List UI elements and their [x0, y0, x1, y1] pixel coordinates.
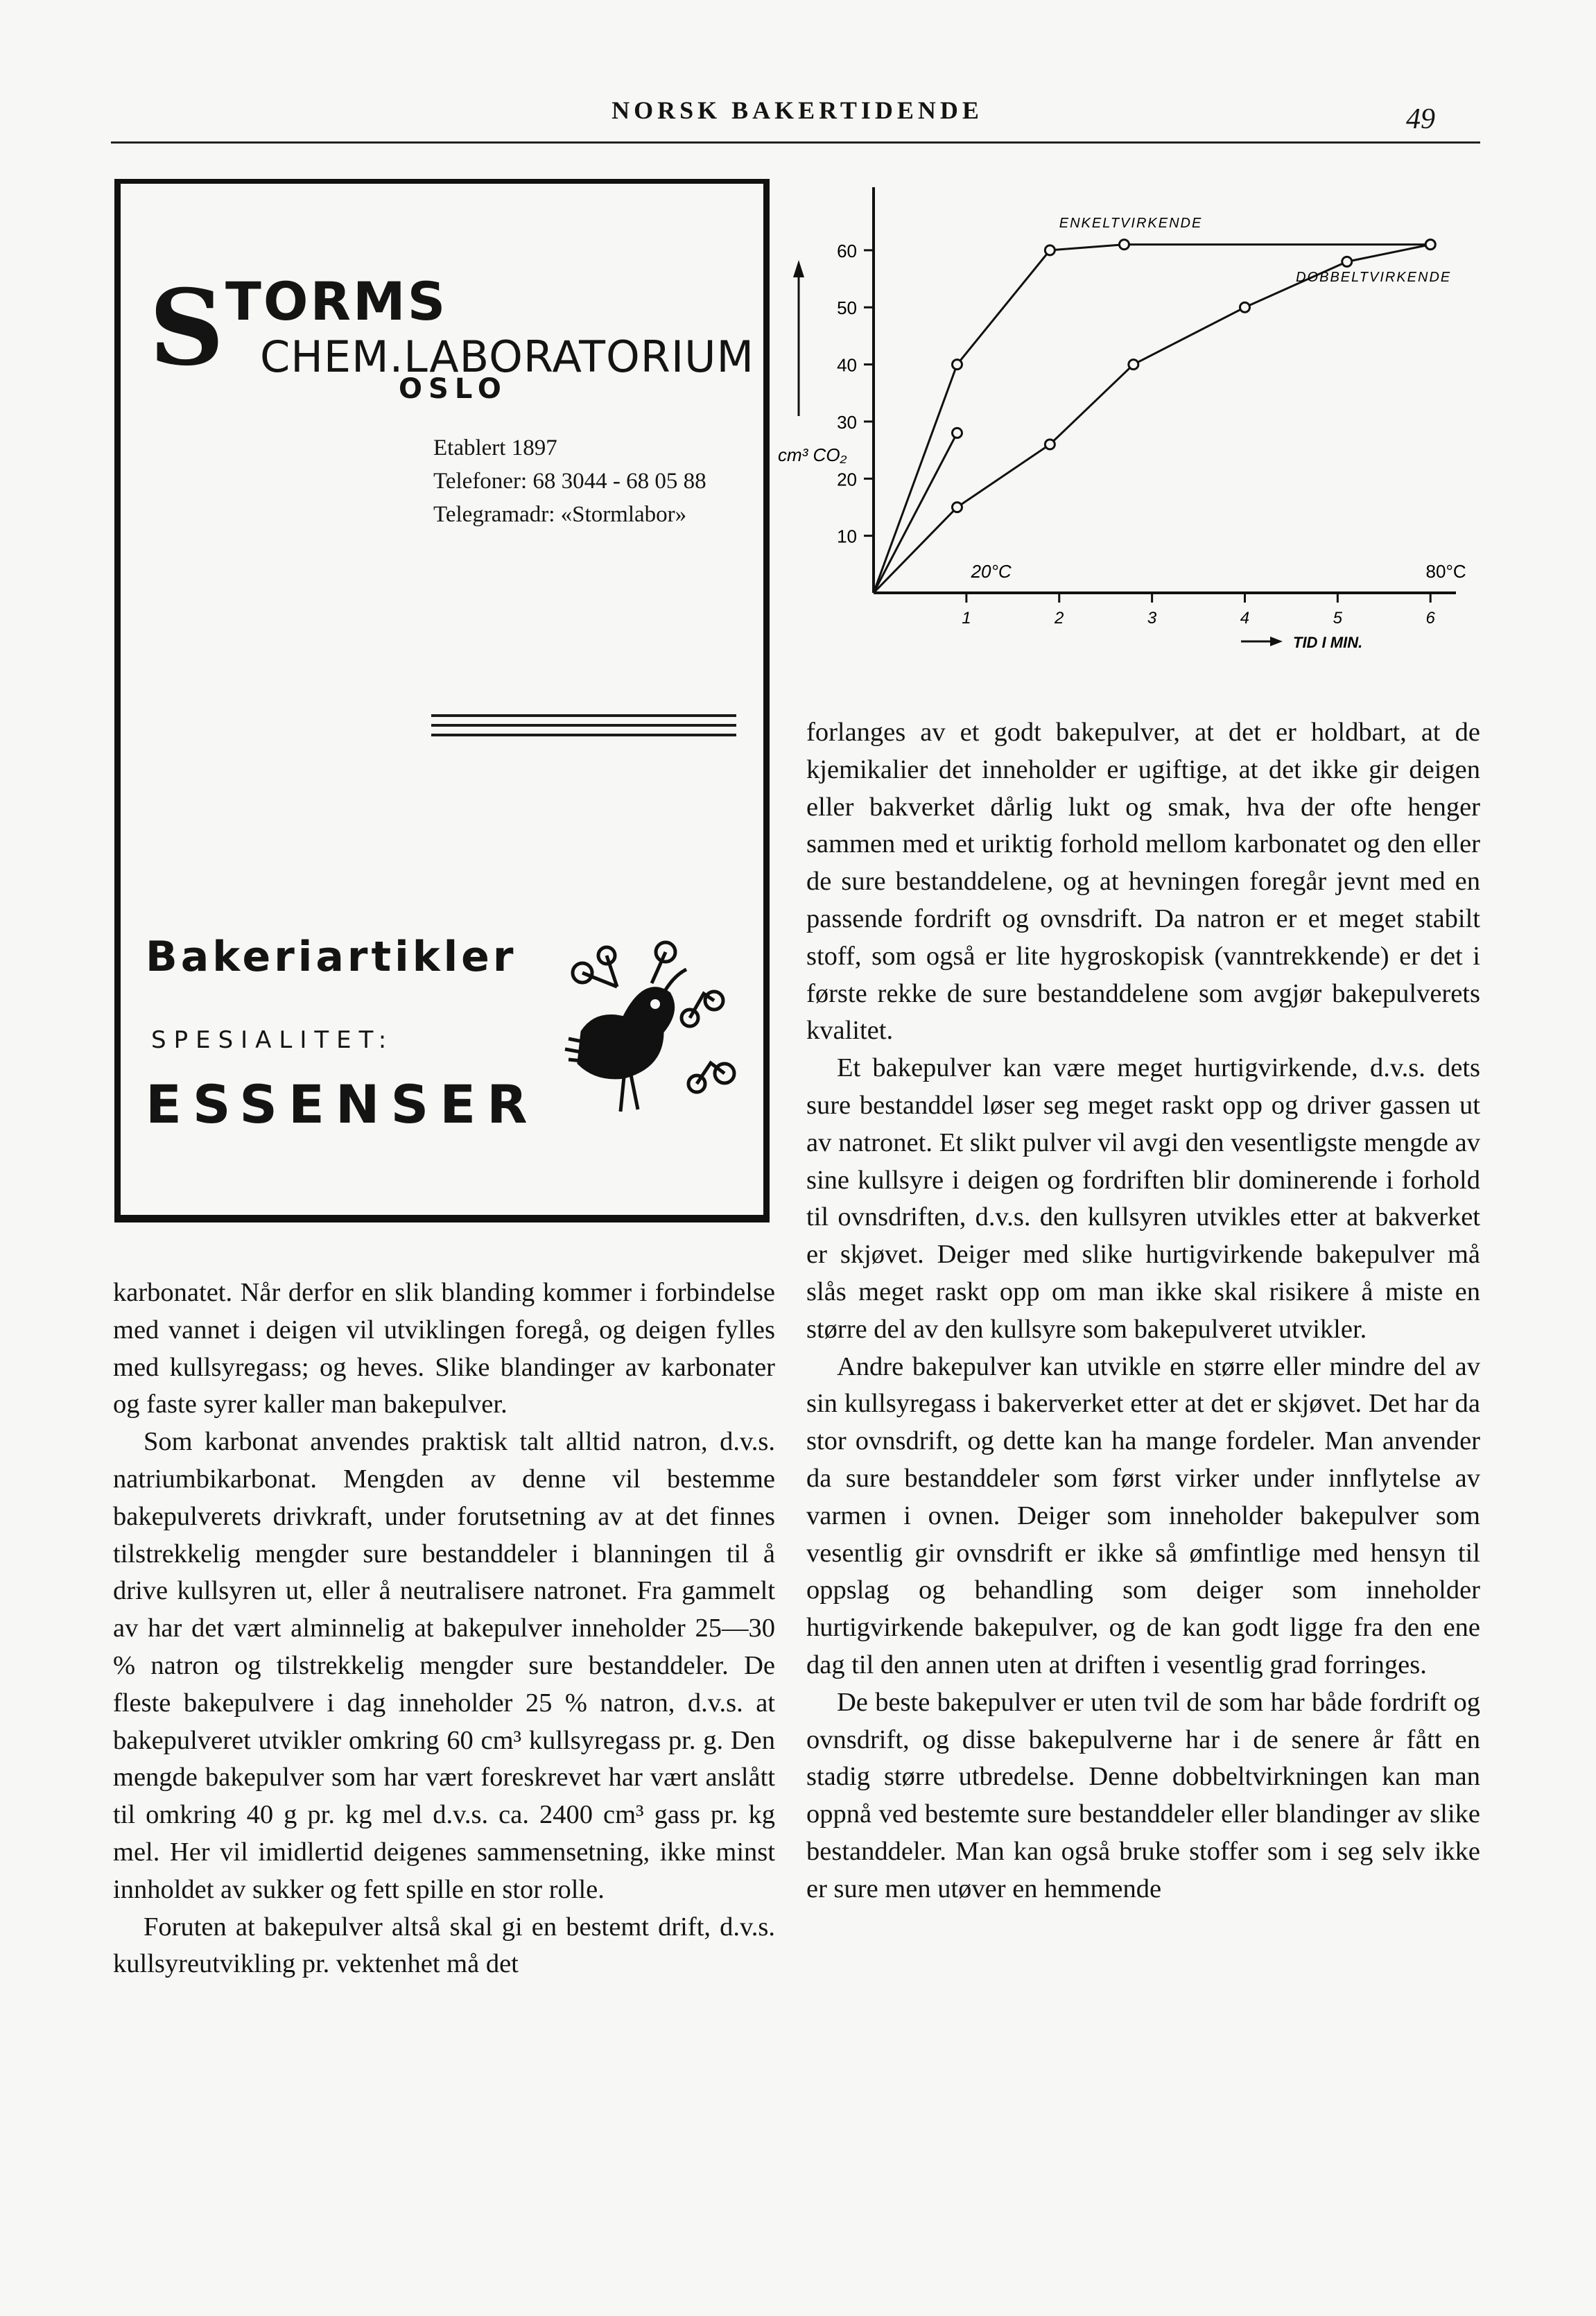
data-point — [1045, 245, 1055, 255]
ad-established: Etablert 1897 — [433, 435, 557, 460]
co2-development-chart — [777, 187, 1498, 659]
annotation-start-temp: 20°C — [971, 561, 1012, 582]
header-rule — [111, 141, 1480, 144]
y-tick-label: 40 — [837, 354, 857, 376]
ad-logo-emblem: S — [149, 267, 225, 389]
ad-company-city: OSLO — [399, 373, 508, 405]
chart-plot-area — [778, 187, 1466, 651]
x-tick-label: 6 — [1425, 609, 1435, 628]
x-tick-label: 3 — [1147, 609, 1157, 628]
ad-phones: Telefoner: 68 3044 - 68 05 88 — [433, 469, 706, 494]
ad-spesialitet: SPESIALITET: — [151, 1026, 394, 1054]
y-tick-label: 20 — [837, 469, 857, 490]
paragraph: De beste bakepulver er uten tvil de som har både fordrift og ovnsdrift, og disse bakepulverne har i de senere år fått en stadig større utbredelse. Denne dobbeltvirkningen kan man oppnå ved bestemte sure bestanddeler eller blandinger av slike bestanddeler. Man kan også bruke stoffer som i seg selv ikke er sure men utøver en hemmende — [806, 1687, 1480, 1903]
data-point — [1342, 257, 1352, 266]
data-point — [1119, 240, 1129, 250]
ad-company-subtitle: CHEM.LABORATORIUM — [260, 331, 754, 382]
x-tick-label: 4 — [1240, 609, 1250, 628]
x-tick-label: 1 — [962, 609, 971, 628]
series-line — [874, 245, 1430, 593]
ad-essenser: ESSENSER — [146, 1073, 539, 1135]
y-axis-label: cm³ CO₂ — [778, 444, 847, 465]
y-tick-label: 60 — [837, 240, 857, 261]
data-point — [952, 428, 962, 438]
series-line — [874, 433, 957, 593]
paragraph: Som karbonat anvendes praktisk talt alltid natron, d.v.s. natriumbikarbonat. Mengden av denne vil bestemme bakepulverets drivkraft, under forutsetning av at det finnes tilstrekkelig mengder sure bestanddeler i blanningen til å drive kullsyren ut, eller å neutralisere natronet. Fra gammelt av har det vært alminnelig at bakepulver inneholder 25—30 % natron og tilstrekkelig mengder sure bestanddeler. De fleste bakepulvere i dag inneholder 25 % natron, d.v.s. at bakepulveret utvikler omkring 60 cm³ kullsyregass pr. g. Den mengde bakepulver som har vært foreskrevet har vært anslått til omkring 40 g pr. kg mel d.v.s. ca. 2400 cm³ gass pr. kg mel. Her vil imidlertid deigenes sammensetning, ikke minst innholdet av sukker og fett spille en stor rolle. — [113, 1427, 775, 1904]
x-axis-label: TID I MIN. — [1293, 634, 1363, 651]
data-point — [952, 502, 962, 512]
annotation-end-temp: 80°C — [1425, 561, 1466, 582]
x-axis-arrowhead — [1270, 637, 1283, 646]
data-point — [1240, 302, 1249, 312]
y-tick-label: 10 — [837, 526, 857, 547]
ad-divider — [431, 714, 736, 743]
ad-company-name: TORMS — [225, 270, 448, 332]
running-header-title: NORSK BAKERTIDENDE — [611, 96, 983, 124]
bird-illustration-icon — [541, 928, 749, 1136]
legend-label-dobbeltvirkende: DOBBELTVIRKENDE — [1296, 270, 1452, 286]
paragraph: Andre bakepulver kan utvikle en større eller mindre del av sin kullsyregass i bakerverket etter at det er skjøvet. Det har da stor ovnsdrift, og dette kan ha mange fordeler. Man anvender da sure bestanddeler som først virker under innflytelse av varmen i ovnen. Deiger som inneholder bakepulver som vesentlig gir ovnsdrift er ikke så ømfintlige med hensyn til oppslag og behandling som deiger som inneholder hurtigvirkende bakepulver, og de kan godt ligge fra den ene dag til den annen uten at driften i vesentlig grad forringes. — [806, 1351, 1480, 1679]
x-tick-label: 5 — [1333, 609, 1343, 628]
ad-telegram: Telegramadr: «Stormlabor» — [433, 502, 687, 527]
data-point — [1425, 240, 1435, 250]
ad-contact-info — [433, 431, 752, 531]
data-point — [1045, 440, 1055, 449]
data-point — [1129, 360, 1138, 370]
ad-bakeriartikler: Bakeriartikler — [146, 933, 517, 981]
page-number: 49 — [1406, 103, 1435, 135]
article-column-left — [113, 1274, 775, 1983]
series-line — [874, 245, 1430, 593]
data-point — [952, 360, 962, 370]
y-tick-label: 30 — [837, 411, 857, 433]
y-axis-arrowhead — [793, 260, 804, 277]
paragraph: Et bakepulver kan være meget hurtigvirkende, d.v.s. dets sure bestanddel løser seg meget raskt opp og driver gassen ut av natronet. Et slikt pulver vil avgi den vesentligste mengde av sine kullsyre i deigen og fordriften blir dominerende i forhold til ovnsdriften, d.v.s. den kullsyren utvikles etter at bakverket er skjøvet. Deiger med slike hurtigvirkende bakepulver må slås meget raskt opp om man ikke skal risikere å miste en større del av den kullsyre som bakepulveret utvikler. — [806, 1053, 1480, 1344]
y-tick-label: 50 — [837, 297, 857, 319]
x-tick-label: 2 — [1055, 609, 1064, 628]
legend-label-enkeltvirkende: ENKELTVIRKENDE — [1059, 215, 1203, 231]
paragraph: Foruten at bakepulver altså skal gi en bestemt drift, d.v.s. kullsyreutvikling pr. vektenhet må det — [113, 1912, 775, 1979]
paragraph: forlanges av et godt bakepulver, at det er holdbart, at de kjemikalier det inneholder er ugiftige, at det ikke gir deigen eller bakverket dårlig lukt og smak, hva der ofte henger sammen med et uriktig forhold mellom karbonatet og den eller de sure bestanddelene, og at hevningen foregår jevnt med en passende fordrift og ovnsdrift. Da natron er et meget stabilt stoff, som også er lite hygroskopisk (vanntrekkende) er det i første rekke de sure bestanddelene som avgjør bakepulverets kvalitet. — [806, 718, 1480, 1046]
article-column-right — [806, 714, 1480, 1908]
paragraph: karbonatet. Når derfor en slik blanding kommer i forbindelse med vannet i deigen vil utviklingen foregå, og deigen fylles med kullsyregass; og heves. Slike blandinger av karbonater og faste syrer kaller man bakepulver. — [113, 1278, 775, 1419]
